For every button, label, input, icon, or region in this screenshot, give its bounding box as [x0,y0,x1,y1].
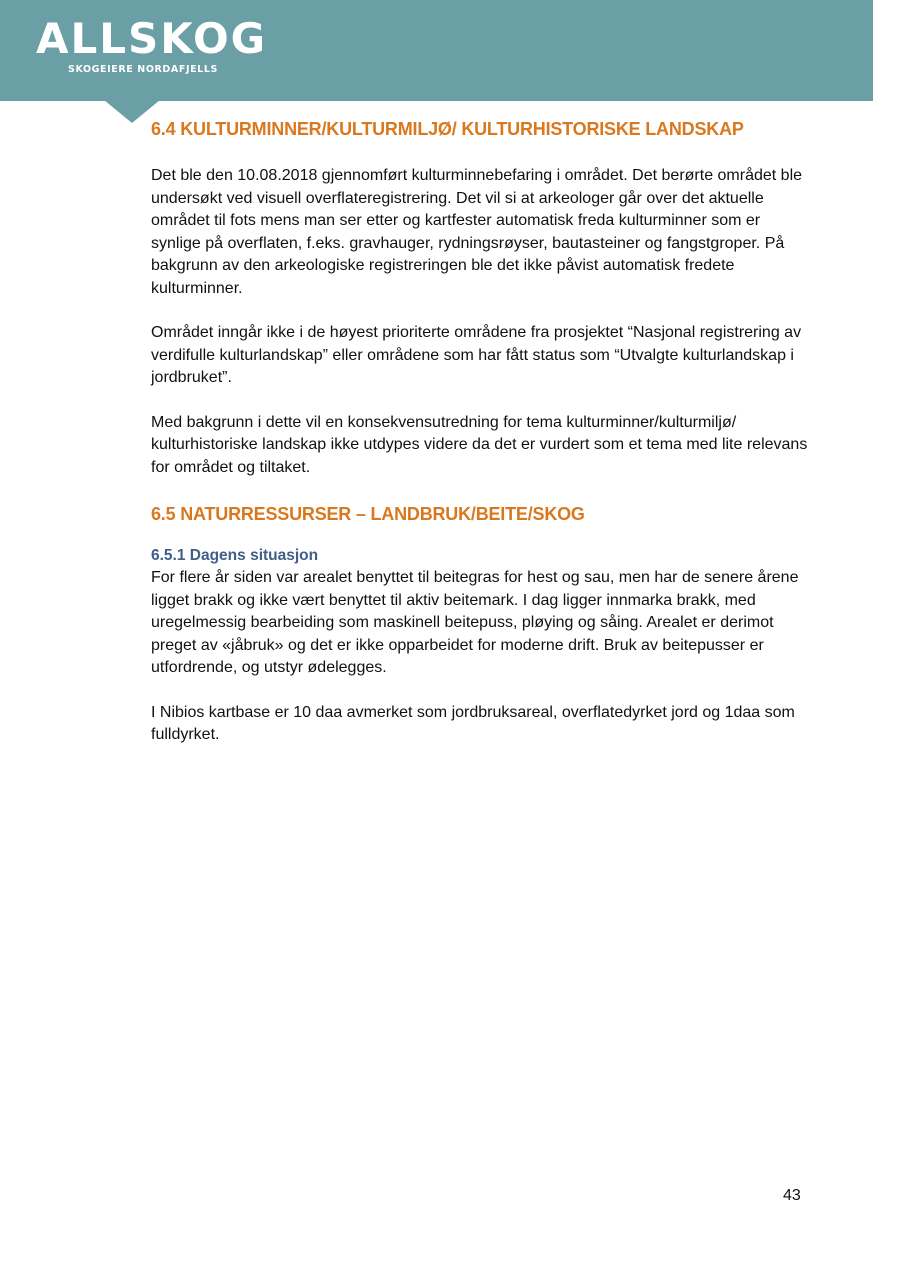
paragraph-konsekvensutredning: Med bakgrunn i dette vil en konsekvensutredning for tema kulturminner/kulturmiljø/ kulturhistoriske landskap ikke utdypes videre da det er vurdert som et tema med lite relevans for området og tiltaket. [151,413,808,476]
section-heading-6-4: 6.4 KULTURMINNER/KULTURMILJØ/ KULTURHISTORISKE LANDSKAP [151,119,744,139]
paragraph-kulturminnebefaring: Det ble den 10.08.2018 gjennomført kulturminnebefaring i området. Det berørte området ble undersøkt ved visuell overflateregistrering. Det vil si at arkeologer går over det aktuelle området til fots mens man ser etter og kartfester automatisk freda kulturminner som er synlige på overflaten, f.eks. gravhauger, rydningsrøyser, bautasteiner og fangstgroper. På bakgrunn av den arkeologiske registreringen ble det ikke påvist automatisk fredete kulturminner. [151,167,803,297]
paragraph-nibios-kartbase: I Nibios kartbase er 10 daa avmerket som jordbruksareal, overflatedyrket jord og 1daa som fulldyrket. [151,703,795,743]
document-content [151,116,811,747]
allskog-logo: ALLSKOG [36,14,268,63]
logo-tagline: SKOGEIERE NORDAFJELLS [68,64,218,75]
page-number: 43 [783,1187,801,1204]
subsection-heading-6-5-1: 6.5.1 Dagens situasjon [151,547,319,564]
paragraph-dagens-situasjon: For flere år siden var arealet benyttet til beitegras for hest og sau, men har de senere årene ligget brakk og ikke vært benyttet til aktiv beitemark. I dag ligger innmarka brakk, med uregelmessig bearbeiding som maskinell beitepuss, pløying og såing. Arealet er derimot preget av «jåbruk» og det er ikke opparbeidet for moderne drift. Bruk av beitepusser er utfordrende, og utstyr ødelegges. [151,569,799,676]
section-heading-6-5: 6.5 NATURRESSURSER – LANDBRUK/BEITE/SKOG [151,504,585,524]
paragraph-nasjonal-registrering: Området inngår ikke i de høyest prioriterte områdene fra prosjektet “Nasjonal registrering av verdifulle kulturlandskap” eller områdene som har fått status som “Utvalgte kulturlandskap i jordbruket”. [151,324,802,386]
